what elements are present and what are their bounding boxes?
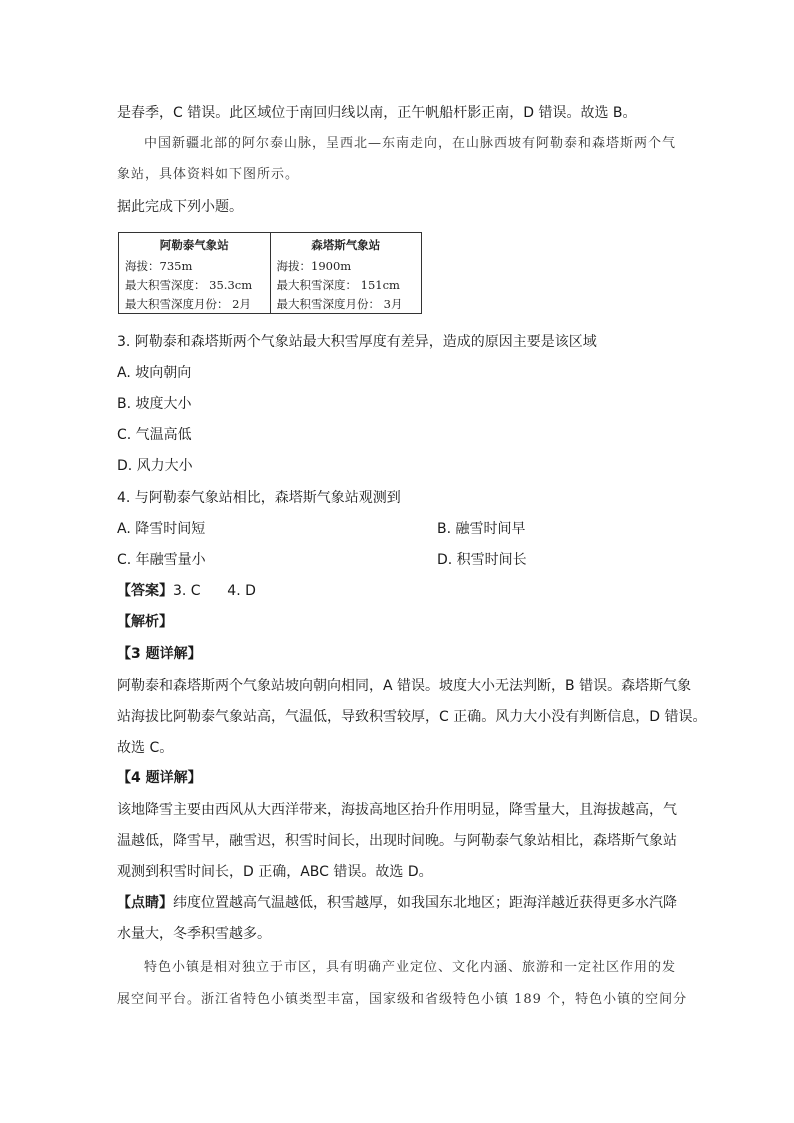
station-name: 阿勒泰气象站 xyxy=(159,238,229,252)
station-row: 海拔：735m xyxy=(125,259,193,273)
instruction-text: 据此完成下列小题。 xyxy=(117,199,243,215)
detail-3-line: 故选 C。 xyxy=(117,740,174,756)
tip-tag: 【点睛】 xyxy=(117,895,173,911)
question-4-option-d: D. 积雪时间长 xyxy=(437,552,527,568)
detail-3-tag: 【3 题详解】 xyxy=(117,646,202,662)
next-passage-line-2: 展空间平台。浙江省特色小镇类型丰富，国家级和省级特色小镇 189 个，特色小镇的空间分 xyxy=(117,992,688,1007)
intro-line-2: 象站，具体资料如下图所示。 xyxy=(117,167,300,182)
question-3-option-d: D. 风力大小 xyxy=(117,458,193,474)
station-row: 最大积雪深度月份： 3月 xyxy=(276,297,403,311)
paragraph-previous-answer: 是春季，C 错误。此区域位于南回归线以南，正午帆船杆影正南，D 错误。故选 B。 xyxy=(117,105,637,121)
question-3-option-a: A. 坡向朝向 xyxy=(117,365,192,381)
question-3-option-c: C. 气温高低 xyxy=(117,427,192,443)
question-4-option-b: B. 融雪时间早 xyxy=(437,521,526,537)
station-row: 最大积雪深度： 35.3cm xyxy=(125,278,253,292)
intro-line-1: 中国新疆北部的阿尔泰山脉，呈西北—东南走向，在山脉西坡有阿勒泰和森塔斯两个气 xyxy=(144,136,677,151)
detail-3-line: 站海拔比阿勒泰气象站高，气温低，导致积雪较厚，C 正确。风力大小没有判断信息，D 错误。 xyxy=(117,709,707,725)
detail-3-line: 阿勒泰和森塔斯两个气象站坡向朝向相同，A 错误。坡度大小无法判断，B 错误。森塔斯气象 xyxy=(117,678,692,694)
station-row: 最大积雪深度： 151cm xyxy=(276,278,400,292)
station-row: 最大积雪深度月份： 2月 xyxy=(125,297,251,311)
detail-4-line: 该地降雪主要由西风从大西洋带来，海拔高地区抬升作用明显，降雪量大，且海拔越高，气 xyxy=(117,802,677,818)
detail-4-tag: 【4 题详解】 xyxy=(117,770,202,786)
question-3-option-b: B. 坡度大小 xyxy=(117,396,192,412)
question-4-option-a: A. 降雪时间短 xyxy=(117,521,206,537)
station-name: 森塔斯气象站 xyxy=(311,238,381,252)
question-3-stem: 3. 阿勒泰和森塔斯两个气象站最大积雪厚度有差异，造成的原因主要是该区域 xyxy=(117,334,597,350)
station-data-table xyxy=(118,232,422,314)
answer-tag: 【答案】 xyxy=(117,583,173,599)
answer-text: 3. C 4. D xyxy=(173,583,256,599)
detail-4-line: 观测到积雪时间长，D 正确，ABC 错误。故选 D。 xyxy=(117,864,433,880)
tip-line-2: 水量大，冬季积雪越多。 xyxy=(117,926,271,942)
question-4-option-c: C. 年融雪量小 xyxy=(117,552,206,568)
analysis-tag: 【解析】 xyxy=(117,614,173,630)
station-row: 海拔：1900m xyxy=(276,259,352,273)
question-4-stem: 4. 与阿勒泰气象站相比，森塔斯气象站观测到 xyxy=(117,490,401,506)
tip-line-1: 【点睛】纬度位置越高气温越低，积雪越厚，如我国东北地区；距海洋越近获得更多水汽降 xyxy=(117,895,677,911)
detail-4-line: 温越低，降雪早，融雪迟，积雪时间长，出现时间晚。与阿勒泰气象站相比，森塔斯气象站 xyxy=(117,833,677,849)
station-cell-altay xyxy=(119,233,270,313)
answer-line xyxy=(117,581,256,601)
station-cell-sentas xyxy=(270,233,422,313)
next-passage-line-1: 特色小镇是相对独立于市区，具有明确产业定位、文化内涵、旅游和一定社区作用的发 xyxy=(144,960,677,975)
